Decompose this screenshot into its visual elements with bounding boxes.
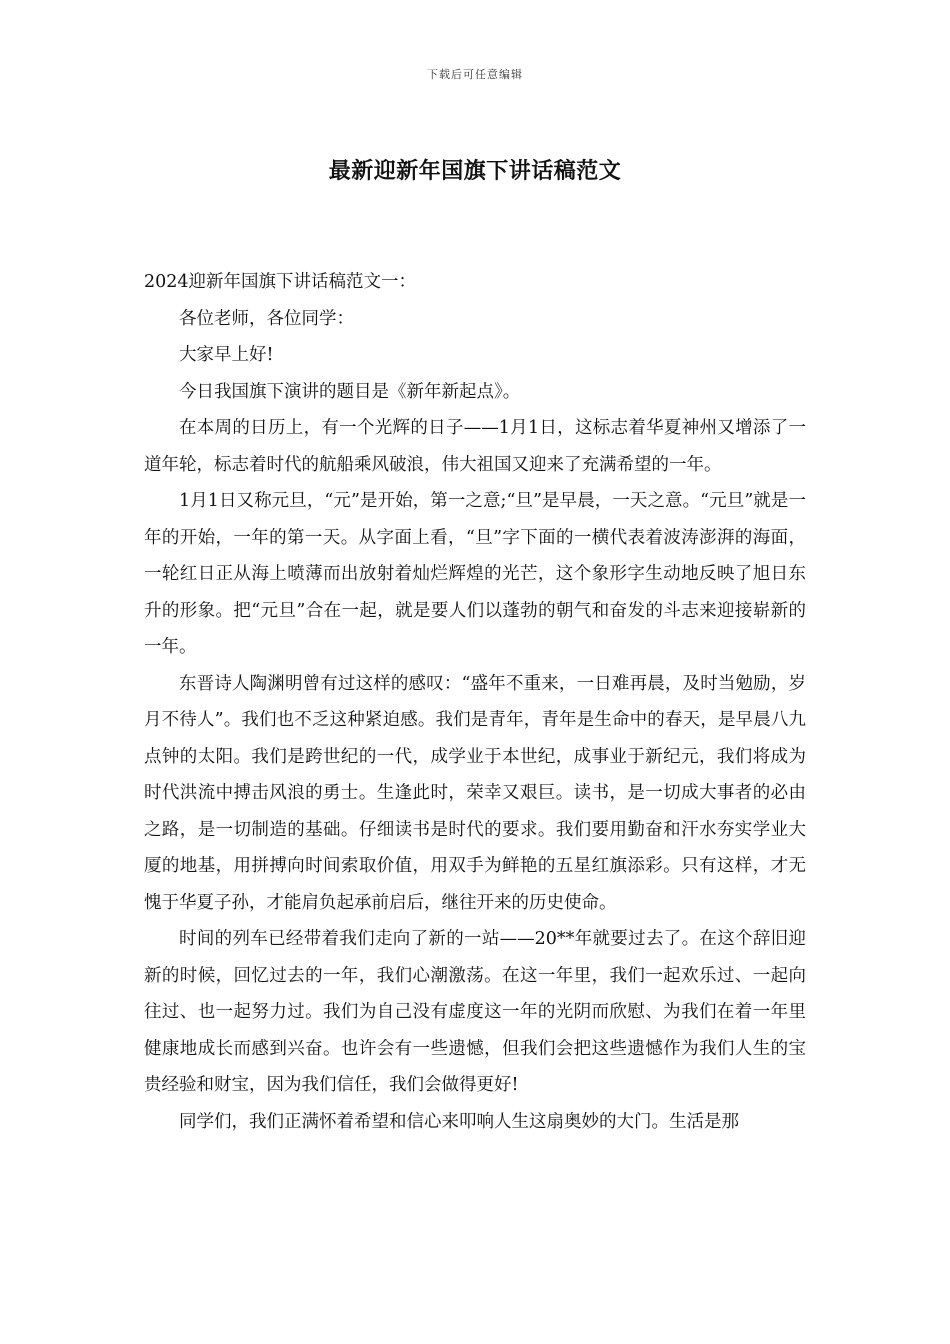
paragraph: 时间的列车已经带着我们走向了新的一站——20**年就要过去了。在这个辞旧迎新的时候，回忆过去的一年，我们心潮激荡。在这一年里，我们一起欢乐过、一起向往过、也一起努力过。我们为自己没有虚度这一年的光阴而欣慰、为我们在着一年里健康地成长而感到兴奋。也许会有一些遗憾，但我们会把这些遗憾作为我们人生的宝贵经验和财宝，因为我们信任，我们会做得更好! (144, 929, 806, 1095)
paragraph: 1月1日又称元旦，“元”是开始，第一之意;“旦”是早晨，一天之意。“元旦”就是一年的开始，一年的第一天。从字面上看，“旦”字下面的一横代表着波涛澎湃的海面，一轮红日正从海上喷薄而出放射着灿烂辉煌的光芒，这个象形字生动地反映了旭日东升的形象。把“元旦”合在一起，就是要人们以蓬勃的朝气和奋发的斗志来迎接崭新的一年。 (144, 491, 806, 657)
paragraph: 在本周的日历上，有一个光辉的日子——1月1日，这标志着华夏神州又增添了一道年轮，标志着时代的航船乘风破浪，伟大祖国又迎来了充满希望的一年。 (144, 418, 806, 475)
header-note: 下载后可任意编辑 (427, 68, 523, 81)
document-title: 最新迎新年国旗下讲话稿范文 (328, 159, 622, 184)
paragraph-salutation: 各位老师，各位同学： (179, 308, 354, 329)
paragraph-intro: 2024迎新年国旗下讲话稿范文一： (144, 272, 417, 292)
paragraph-greeting: 大家早上好! (179, 345, 274, 365)
paragraph: 东晋诗人陶渊明曾有过这样的感叹：“盛年不重来，一日难再晨，及时当勉励，岁月不待人”。我们也不乏这种紧迫感。我们是青年，青年是生命中的春天，是早晨八九点钟的太阳。我们是跨世纪的一代，成学业于本世纪，成事业于新纪元，我们将成为时代洪流中搏击风浪的勇士。生逢此时，荣幸又艰巨。读书，是一切成大事者的必由之路，是一切制造的基础。仔细读书是时代的要求。我们要用勤奋和汗水夯实学业大厦的地基，用拼搏向时间索取价值，用双手为鲜艳的五星红旗添彩。只有这样，才无愧于华夏子孙，才能肩负起承前启后，继往开来的历史使命。 (144, 673, 806, 913)
paragraph: 同学们，我们正满怀着希望和信心来叩响人生这扇奥妙的大门。生活是那 (179, 1111, 739, 1132)
paragraph-topic: 今日我国旗下演讲的题目是《新年新起点》。 (179, 381, 521, 402)
document-body (144, 264, 806, 1140)
